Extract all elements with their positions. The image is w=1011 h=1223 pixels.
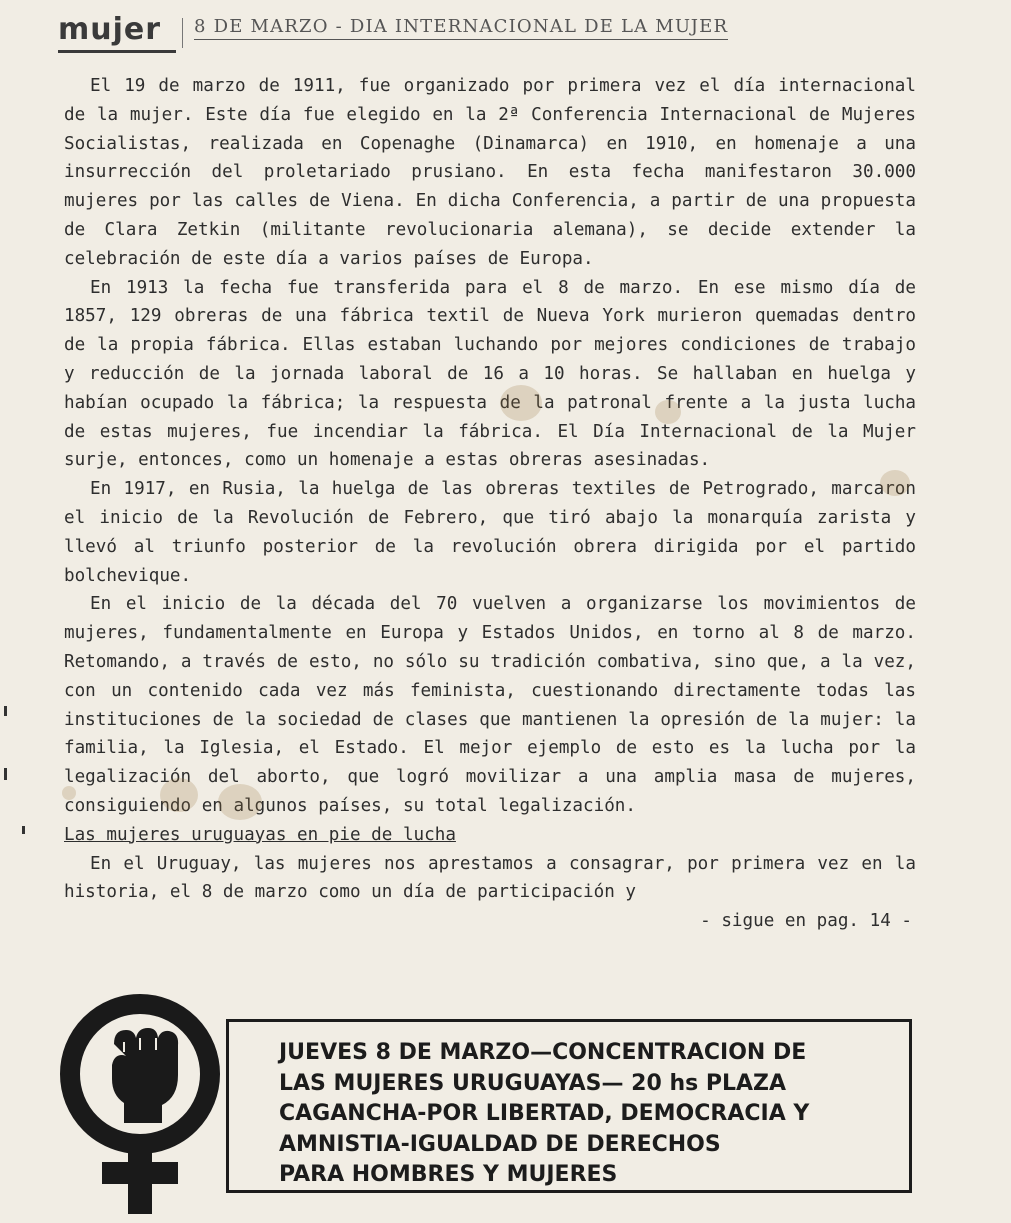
header-title: 8 DE MARZO - DIA INTERNACIONAL DE LA MUJER <box>194 16 728 40</box>
article-paragraph: En 1917, en Rusia, la huelga de las obreras textiles de Petrogrado, marcaron el inicio de la Revolución de Febrero, que tiró abajo la monarquía zarista y llevó al triunfo posterior de la revolución obrera dirigida por el partido bolchevique. <box>64 479 916 586</box>
event-announcement-box <box>226 1019 912 1193</box>
paper-stain <box>655 400 681 424</box>
announcement-line: CAGANCHA-POR LIBERTAD, DEMOCRACIA Y <box>279 1101 810 1126</box>
margin-mark <box>22 826 25 834</box>
article-paragraph: El 19 de marzo de 1911, fue organizado por primera vez el día internacional de la mujer. Este día fue elegido en la 2ª Conferencia Internacional de Mujeres Socialistas, realizada en Copenaghe (Dinamarca) en 1910, en homenaje a una insurrección del proletariado prusiano. En esta fecha manifestaron 30.000 mujeres por las calles de Viena. En dicha Conferencia, a partir de una propuesta de Clara Zetkin (militante revolucionaria alemana), se decide extender la celebración de este día a varios países de Europa. <box>64 76 916 269</box>
article-paragraph: En el inicio de la década del 70 vuelven a organizarse los movimientos de mujeres, fundamentalmente en Europa y Estados Unidos, en torno al 8 de marzo. Retomando, a través de esto, no sólo su tradición combativa, sino que, a la vez, con un contenido cada vez más feminista, cuestionando directamente todas las instituciones de la sociedad de clases que mantienen la opresión de la mujer: la familia, la Iglesia, el Estado. El mejor ejemplo de esto es la lucha por la legalización del aborto, que logró movilizar a una amplia masa de mujeres, consiguiendo en algunos países, su total legalización. <box>64 594 916 816</box>
announcement-line: LAS MUJERES URUGUAYAS— 20 hs PLAZA <box>279 1070 787 1096</box>
header-separator <box>182 18 183 48</box>
margin-mark <box>4 768 7 780</box>
announcement-line: JUEVES 8 DE MARZO—CONCENTRACION DE <box>279 1040 807 1065</box>
margin-mark <box>4 706 7 716</box>
announcement-line: AMNISTIA-IGUALDAD DE DERECHOS <box>279 1131 721 1157</box>
masthead-underline <box>58 50 176 53</box>
section-paragraph: En el Uruguay, las mujeres nos aprestamos a consagrar, por primera vez en la historia, el 8 de marzo como un día de participación y <box>64 853 916 903</box>
continued-note: - sigue en pag. 14 - <box>700 911 912 932</box>
venus-fist-icon <box>58 992 226 1216</box>
paper-stain <box>160 778 198 812</box>
paper-stain <box>218 784 262 820</box>
masthead: mujer <box>58 12 162 47</box>
page-header <box>58 12 738 52</box>
article-paragraph: En 1913 la fecha fue transferida para el 8 de marzo. En ese mismo día de 1857, 129 obreras de una fábrica textil de Nueva York murieron quemadas dentro de la propia fábrica. Ellas estaban luchando por mejores condiciones de trabajo y reducción de la jornada laboral de 16 a 10 horas. Se hallaban en huelga y habían ocupado la fábrica; la respuesta de la patronal frente a la justa lucha de estas mujeres, fue incendiar la fábrica. El Día Internacional de la Mujer surje, entonces, como un homenaje a estas obreras asesinadas. <box>64 277 916 471</box>
paper-stain <box>880 470 910 496</box>
announcement-line: PARA HOMBRES Y MUJERES <box>279 1162 618 1187</box>
section-title: Las mujeres uruguayas en pie de lucha <box>64 824 456 845</box>
paper-stain <box>500 385 542 421</box>
paper-stain <box>62 786 76 800</box>
